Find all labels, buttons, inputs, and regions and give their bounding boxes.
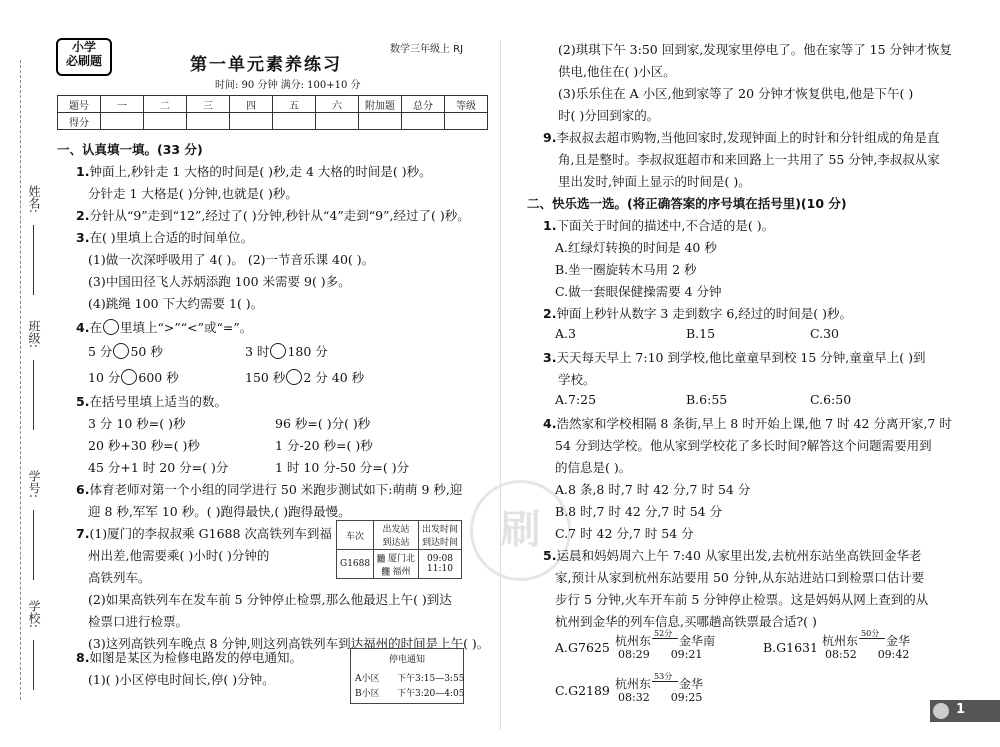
compare-left: 150 秒 bbox=[245, 370, 286, 385]
start-mark: 始 bbox=[377, 554, 386, 563]
question-8-line5: (3)乐乐住在 A 小区,他到家等了 20 分钟才恢复供电,他是下午( ) bbox=[558, 86, 914, 101]
score-input[interactable] bbox=[402, 113, 445, 130]
train-dep: 09:08 bbox=[427, 554, 453, 564]
question-2: 2.分针从“9”走到“12”,经过了( )分钟,秒针从“4”走到“9”,经过了( )秒。 bbox=[76, 208, 470, 223]
train-schedule-table bbox=[336, 520, 462, 579]
student-id-label: 学号: bbox=[27, 470, 41, 499]
choice-2-c: C.30 bbox=[810, 326, 839, 341]
section-2-heading: 二、快乐选一选。(将正确答案的序号填在括号里)(10 分) bbox=[527, 196, 847, 211]
choice-3-c: C.6:50 bbox=[810, 392, 852, 407]
question-8-line3: (2)琪琪下午 3:50 回到家,发现家里停电了。他在家等了 15 分钟才恢复 bbox=[558, 42, 953, 57]
question-text: 运晨和妈妈周六上午 7:40 从家里出发,去杭州东站坐高铁回金华老 bbox=[556, 548, 922, 563]
question-5-r1a: 3 分 10 秒=( )秒 bbox=[88, 416, 186, 431]
question-text: 分针从“9”走到“12”,经过了( )分钟,秒针从“4”走到“9”,经过了( )秒。 bbox=[89, 208, 470, 223]
school-label: 学校: bbox=[27, 600, 41, 629]
class-line bbox=[33, 360, 34, 430]
score-cell: 六 bbox=[316, 96, 359, 113]
magnifier-icon bbox=[933, 703, 949, 719]
choice-1-a: A.红绿灯转换的时间是 40 秒 bbox=[555, 240, 717, 255]
logo-line2: 必刷题 bbox=[65, 54, 102, 68]
choice-2: 2.钟面上秒针从数字 3 走到数字 6,经过的时间是( )秒。 bbox=[543, 306, 852, 321]
school-line bbox=[33, 640, 34, 690]
page-title: 第一单元素养练习 bbox=[190, 55, 342, 75]
score-input[interactable] bbox=[445, 113, 488, 130]
compare-right: 50 秒 bbox=[130, 344, 163, 359]
question-4: 4.在 里填上“>”“<”或“=”。 bbox=[76, 320, 253, 335]
question-5-r3a: 45 分+1 时 20 分=( )分 bbox=[88, 460, 229, 475]
question-3: 3.在( )里填上合适的时间单位。 bbox=[76, 230, 254, 245]
question-1-line1: 1.钟面上,秒针走 1 大格的时间是( )秒,走 4 大格的时间是( )秒。 bbox=[76, 164, 432, 179]
circle-blank-icon bbox=[103, 319, 119, 335]
watermark: 刷 bbox=[470, 480, 571, 581]
notice-a-time: 下午3:15—3:55 bbox=[397, 674, 465, 684]
end-mark: 终 bbox=[381, 567, 390, 576]
compare-left: 3 时 bbox=[245, 344, 270, 359]
score-row bbox=[58, 113, 488, 130]
score-input[interactable] bbox=[144, 113, 187, 130]
question-7-line5: 检票口进行检票。 bbox=[88, 614, 189, 629]
question-3-a: (1)做一次深呼吸用了 4( )。 (2)一节音乐课 40( )。 bbox=[88, 252, 375, 267]
question-text: 在 bbox=[89, 320, 102, 335]
question-1-line2: 分针走 1 大格是( )分钟,也就是( )秒。 bbox=[88, 186, 298, 201]
compare-row-2-right bbox=[245, 368, 364, 386]
question-8-line1: 8.如图是某区为检修电路发的停电通知。 bbox=[76, 650, 302, 665]
exam-meta: 时间: 90 分钟 满分: 100+10 分 bbox=[215, 80, 361, 91]
question-7-line4: (2)如果高铁列车在发车前 5 分钟停止检票,那么他最迟上午( )到达 bbox=[88, 592, 452, 607]
score-header-row bbox=[58, 96, 488, 113]
compare-circle-input[interactable] bbox=[270, 343, 286, 359]
question-9-line2: 角,且是整时。李叔叔逛超市和来回路上一共用了 55 分钟,李叔叔从家 bbox=[558, 152, 940, 167]
question-8-line4: 供电,他住在( )小区。 bbox=[558, 64, 676, 79]
question-9-line3: 里出发时,钟面上显示的时间是( )。 bbox=[558, 174, 751, 189]
route-dep: 08:52 bbox=[825, 648, 857, 661]
brand-logo bbox=[56, 38, 112, 76]
compare-row-1-left bbox=[88, 342, 163, 360]
compare-circle-input[interactable] bbox=[121, 369, 137, 385]
score-cell: 一 bbox=[101, 96, 144, 113]
score-cell: 五 bbox=[273, 96, 316, 113]
question-text: 如图是某区为检修电路发的停电通知。 bbox=[89, 650, 302, 665]
column-divider bbox=[500, 40, 501, 730]
train-col-header: 出发站 到达站 bbox=[374, 521, 419, 550]
question-9-line1: 9.李叔叔去超市购物,当他回家时,发现钟面上的时针和分针组成的角是直 bbox=[543, 130, 940, 145]
train-col-header: 车次 bbox=[337, 521, 374, 550]
option-label: C.G2189 bbox=[555, 683, 610, 698]
score-cell: 二 bbox=[144, 96, 187, 113]
choice-1-b: B.坐一圈旋转木马用 2 秒 bbox=[555, 262, 697, 277]
route-duration: 52分 bbox=[654, 629, 673, 638]
name-label: 姓名: bbox=[27, 185, 41, 214]
train-a-route bbox=[615, 629, 716, 649]
choice-4-a: A.8 条,8 时,7 时 42 分,7 时 54 分 bbox=[555, 482, 751, 497]
class-label: 班级: bbox=[27, 320, 41, 349]
compare-row-1-right bbox=[245, 342, 328, 360]
train-to: 福州 bbox=[392, 567, 411, 577]
question-6-line1: 6.体育老师对第一个小组的同学进行 50 米跑步测试如下:萌萌 9 秒,迎 bbox=[76, 482, 463, 497]
score-table bbox=[57, 95, 488, 130]
compare-right: 2 分 40 秒 bbox=[303, 370, 365, 385]
route-from: 杭州东 bbox=[615, 677, 652, 691]
compare-right: 600 秒 bbox=[138, 370, 179, 385]
choice-2-a: A.3 bbox=[555, 326, 576, 341]
route-dep: 08:32 bbox=[618, 691, 650, 704]
train-from: 厦门北 bbox=[387, 554, 415, 564]
question-3-b: (3)中国田径飞人苏炳添跑 100 米需要 9( )多。 bbox=[88, 274, 351, 289]
binding-strip bbox=[0, 0, 52, 747]
score-cell: 三 bbox=[187, 96, 230, 113]
question-7-line2: 州出差,他需要乘( )小时( )分钟的 bbox=[88, 548, 270, 563]
route-arr: 09:42 bbox=[877, 648, 910, 661]
choice-4-line3: 的信息是( )。 bbox=[555, 460, 632, 475]
train-c-route bbox=[615, 672, 704, 692]
route-to: 金华 bbox=[886, 634, 911, 648]
question-text: 体育老师对第一个小组的同学进行 50 米跑步测试如下:萌萌 9 秒,迎 bbox=[89, 482, 463, 497]
page-number: 1 bbox=[956, 702, 966, 717]
train-option-b bbox=[763, 640, 818, 655]
route-to: 金华南 bbox=[679, 634, 716, 648]
question-text: 下面关于时间的描述中,不合适的是( )。 bbox=[556, 218, 775, 233]
arrow-icon bbox=[859, 629, 885, 639]
arrow-icon bbox=[652, 672, 678, 682]
logo-line1: 小学 bbox=[71, 40, 96, 54]
question-text: 在( )里填上合适的时间单位。 bbox=[89, 230, 254, 245]
choice-5-line1: 5.运晨和妈妈周六上午 7:40 从家里出发,去杭州东站坐高铁回金华老 bbox=[543, 548, 922, 563]
question-text: 里填上“>”“<”或“=”。 bbox=[119, 320, 253, 335]
choice-3-a: A.7:25 bbox=[555, 392, 597, 407]
choice-1-c: C.做一套眼保健操需要 4 分钟 bbox=[555, 284, 722, 299]
question-3-c: (4)跳绳 100 下大约需要 1( )。 bbox=[88, 296, 264, 311]
train-c-times bbox=[618, 691, 702, 704]
student-id-line bbox=[33, 510, 34, 580]
compare-circle-input[interactable] bbox=[286, 369, 302, 385]
choice-4-line1: 4.浩然家和学校相隔 8 条街,早上 8 时开始上课,他 7 时 42 分离开家,7 时 bbox=[543, 416, 952, 431]
train-option-c bbox=[555, 683, 610, 698]
notice-title: 停电通知 bbox=[389, 655, 426, 665]
choice-3: 3.天天每天早上 7:10 到学校,他比童童早到校 15 分钟,童童早上( )到 bbox=[543, 350, 926, 365]
choice-4-c: C.7 时 42 分,7 时 54 分 bbox=[555, 526, 694, 541]
compare-circle-input[interactable] bbox=[113, 343, 129, 359]
route-arr: 09:25 bbox=[670, 691, 703, 704]
name-line bbox=[33, 225, 34, 295]
power-notice bbox=[350, 648, 464, 704]
route-duration: 50分 bbox=[861, 629, 880, 638]
notice-b-time: 下午3:20—4:05 bbox=[397, 689, 465, 699]
route-from: 杭州东 bbox=[822, 634, 859, 648]
route-to: 金华 bbox=[679, 677, 704, 691]
compare-right: 180 分 bbox=[287, 344, 328, 359]
choice-5-line4: 杭州到金华的列车信息,买哪趟高铁票最合适?( ) bbox=[555, 614, 817, 629]
score-input[interactable] bbox=[273, 113, 316, 130]
question-7-line3: 高铁列车。 bbox=[88, 570, 151, 585]
choice-4-line2: 54 分到达学校。他从家到学校花了多长时间?解答这个问题需要用到 bbox=[555, 438, 932, 453]
train-b-times bbox=[825, 648, 909, 661]
question-8-line2: (1)( )小区停电时间长,停( )分钟。 bbox=[88, 672, 275, 687]
train-times bbox=[418, 550, 461, 579]
choice-2-b: B.15 bbox=[686, 326, 716, 341]
question-6-line2: 迎 8 秒,军军 10 秒。( )跑得最快,( )跑得最慢。 bbox=[88, 504, 351, 519]
route-arr: 09:21 bbox=[670, 648, 703, 661]
train-code: G1688 bbox=[337, 550, 374, 579]
notice-b-name: B小区 bbox=[355, 689, 380, 699]
grade-label: 数学三年级上 RJ bbox=[390, 44, 464, 55]
score-cell: 题号 bbox=[58, 96, 101, 113]
compare-left: 5 分 bbox=[88, 344, 113, 359]
choice-3-line2: 学校。 bbox=[558, 372, 596, 387]
score-cell: 附加题 bbox=[359, 96, 402, 113]
route-dep: 08:29 bbox=[618, 648, 650, 661]
choice-3-b: B.6:55 bbox=[686, 392, 728, 407]
question-5-r2b: 1 分-20 秒=( )秒 bbox=[275, 438, 373, 453]
score-input[interactable] bbox=[230, 113, 273, 130]
question-text: 天天每天早上 7:10 到学校,他比童童早到校 15 分钟,童童早上( )到 bbox=[556, 350, 926, 365]
question-text: 在括号里填上适当的数。 bbox=[89, 394, 227, 409]
question-5-r1b: 96 秒=( )分( )秒 bbox=[275, 416, 371, 431]
score-cell: 总分 bbox=[402, 96, 445, 113]
compare-row-2-left bbox=[88, 368, 179, 386]
question-text: (1)厦门的李叔叔乘 G1688 次高铁列车到福 bbox=[89, 526, 332, 541]
choice-1: 1.下面关于时间的描述中,不合适的是( )。 bbox=[543, 218, 775, 233]
score-input[interactable] bbox=[187, 113, 230, 130]
cut-line bbox=[20, 60, 21, 700]
question-7-line6: (3)这列高铁列车晚点 8 分钟,则这列高铁列车到达福州的时间是上午( )。 bbox=[88, 636, 490, 651]
question-text: 钟面上秒针从数字 3 走到数字 6,经过的时间是( )秒。 bbox=[556, 306, 852, 321]
section-1-heading: 一、认真填一填。(33 分) bbox=[57, 142, 203, 157]
question-8-line6: 时( )分回到家的。 bbox=[558, 108, 660, 123]
train-b-route bbox=[822, 629, 911, 649]
question-5-r3b: 1 时 10 分-50 分=( )分 bbox=[275, 460, 410, 475]
route-duration: 53分 bbox=[654, 672, 673, 681]
question-text: 李叔叔去超市购物,当他回家时,发现钟面上的时针和分针组成的角是直 bbox=[556, 130, 940, 145]
option-label: B.G1631 bbox=[763, 640, 818, 655]
question-5-r2a: 20 秒+30 秒=( )秒 bbox=[88, 438, 200, 453]
question-text: 浩然家和学校相隔 8 条街,早上 8 时开始上课,他 7 时 42 分离开家,7 时 bbox=[556, 416, 952, 431]
score-input[interactable] bbox=[359, 113, 402, 130]
choice-5-line3: 步行 5 分钟,火车开车前 5 分钟停止检票。这是妈妈从网上查到的从 bbox=[555, 592, 929, 607]
train-col-header: 出发时间 到达时间 bbox=[418, 521, 461, 550]
notice-a-name: A小区 bbox=[355, 674, 380, 684]
choice-4-b: B.8 时,7 时 42 分,7 时 54 分 bbox=[555, 504, 723, 519]
score-cell: 四 bbox=[230, 96, 273, 113]
score-cell: 等级 bbox=[445, 96, 488, 113]
question-text: 钟面上,秒针走 1 大格的时间是( )秒,走 4 大格的时间是( )秒。 bbox=[89, 164, 432, 179]
question-5: 5.在括号里填上适当的数。 bbox=[76, 394, 227, 409]
train-a-times bbox=[618, 648, 702, 661]
train-option-a bbox=[555, 640, 610, 655]
choice-5-line2: 家,预计从家到杭州东站要用 50 分钟,从东站进站口到检票口估计要 bbox=[555, 570, 925, 585]
score-input[interactable] bbox=[316, 113, 359, 130]
train-arr: 11:10 bbox=[427, 564, 453, 574]
train-stations bbox=[374, 550, 419, 579]
compare-left: 10 分 bbox=[88, 370, 121, 385]
route-from: 杭州东 bbox=[615, 634, 652, 648]
score-input[interactable] bbox=[101, 113, 144, 130]
score-cell: 得分 bbox=[58, 113, 101, 130]
option-label: A.G7625 bbox=[555, 640, 610, 655]
arrow-icon bbox=[652, 629, 678, 639]
question-7-line1: 7.(1)厦门的李叔叔乘 G1688 次高铁列车到福 bbox=[76, 526, 332, 541]
